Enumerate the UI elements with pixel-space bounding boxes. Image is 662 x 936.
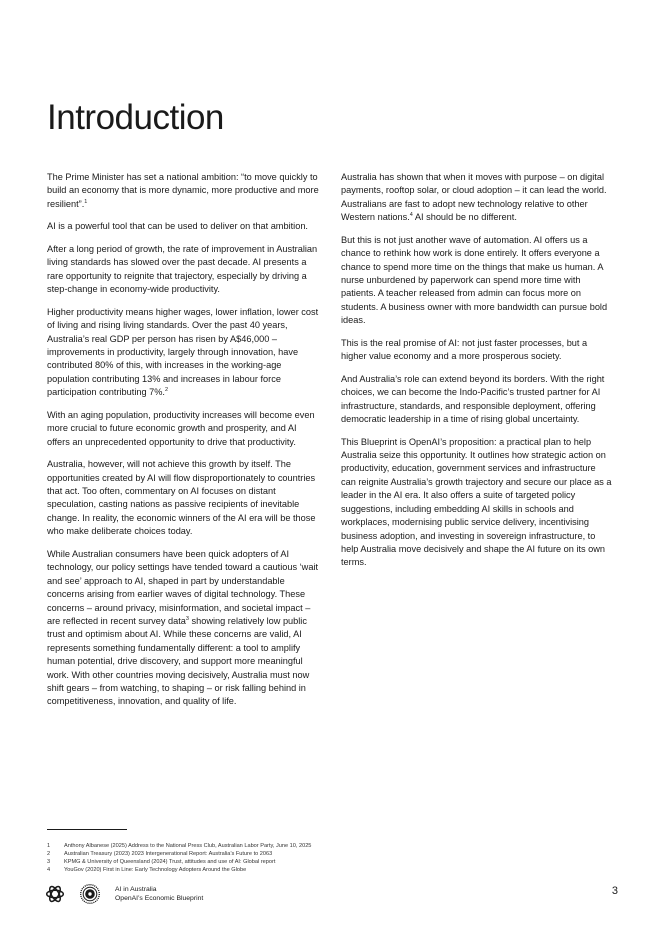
paragraph: The Prime Minister has set a national ambition: “to move quickly to build an economy that is more dynamic, more productive and more resilient”.$^1$ [47,172,319,209]
footnotes [47,842,447,874]
partner-seal-icon [80,884,100,904]
footnote: 1 Anthony Albanese (2025) Address to the National Press Club, Australian Labor Party, June 10, 2025 [47,843,312,849]
paragraph: But this is not just another wave of automation. AI offers us a chance to rethink how work is done entirely. It offers everyone a chance to spend more time on the things that make us human. A nurse unburdened by paperwork can spend more time with patients. A teacher released from admin can focus more on students. A business owner with more bandwidth can pursue bold ideas. [341,234,608,326]
left-column [47,171,319,718]
page-number: 3 [611,885,618,897]
paragraph: This is the real promise of AI: not just faster processes, but a higher value economy and a more prosperous society. [341,337,588,362]
footnote: 3 KPMG & University of Queensland (2024) Trust, attitudes and use of AI: Global report [47,859,276,865]
paragraph: AI is a powerful tool that can be used to deliver on that ambition. [47,221,308,232]
footnote-ref[interactable]: 3 [185,615,189,622]
openai-logo-icon [45,884,65,904]
footnote-divider [47,829,127,830]
page-title: Introduction [47,98,224,137]
footnote: 2 Australian Treasury (2023) 2023 Intergenerational Report: Australia’s Future to 2063 [47,851,273,857]
paragraph: While Australian consumers have been quick adopters of AI technology, our policy settings have tended toward a cautious ‘wait and see’ approach to AI, shaped in part by understandable concerns arising from earlier waves of digital technology. These concerns – around privacy, misinformation, and societal impact – are reflected in recent survey data$^3$ showing relatively low public trust and optimism about AI. While these concerns are valid, AI represents something fundamentally different: a tool to amplify human potential, drive discovery, and support more meaningful work. With other countries moving decisively, Australia must now shift gears – from watching, to shaping – or risk falling behind in competitiveness, innovation, and quality of life. [47,548,319,707]
right-column [341,171,613,579]
paragraph: This Blueprint is OpenAI’s proposition: a practical plan to help Australia seize this opportunity. It outlines how strategic action on productivity, education, government services and infrastructure can reignite Australia’s growth trajectory and secure our place as a leader in the AI era. It also offers a suite of targeted policy suggestions, including embedding AI skills in schools and workplaces, modernising public service delivery, incentivising business adoption, and investing in sovereign infrastructure, to help Australia move decisively and shape the AI future on its own terms. [341,436,612,568]
paragraph: After a long period of growth, the rate of improvement in Australian living standards has slowed over the past decade. AI presents a rare opportunity to reignite that trajectory, especially by driving a step-change in economy-wide productivity. [47,244,318,295]
footnote-ref[interactable]: 4 [409,212,413,219]
footer-doc-title: AI in Australia [115,886,157,893]
paragraph: And Australia’s role can extend beyond its borders. With the right choices, we can become the Indo-Pacific’s trusted partner for AI infrastructure, standards, and responsible deployment, offering democratic leadership in a time of rising global uncertainty. [341,373,605,425]
paragraph: Higher productivity means higher wages, lower inflation, lower cost of living and rising living standards. Over the past 40 years, Australia’s real GDP per person has risen by A$46,000 – improvements in productivity, largely through innovation, have contributed 80% of this, with increases in the working-age population contributing 13% and increases in labour force participation contributing 7%.$^2$ [47,306,319,398]
footnote: 4 YouGov (2020) First in Line: Early Technology Adopters Around the Globe [47,867,247,873]
footnote-ref[interactable]: 1 [84,198,88,205]
paragraph: Australia has shown that when it moves with purpose – on digital payments, rooftop solar, or cloud adoption – it can lead the world. Australians are fast to adopt new technology relative to other Western nations.$^4$ AI should be no different. [341,172,607,223]
paragraph: With an aging population, productivity increases will become even more crucial to future economic growth and prosperity, and AI offers an unprecedented opportunity to drive that productivity. [47,409,315,447]
footnote-ref[interactable]: 2 [164,387,169,394]
footer-doc-subtitle: OpenAI’s Economic Blueprint [115,895,204,902]
paragraph: Australia, however, will not achieve this growth by itself. The opportunities created by AI will flow disproportionately to countries that act. Too often, commentary on AI focuses on distant speculation, casting nations as passive recipients of inevitable change. In reality, the economic winners of the AI era will be those who make deliberate choices today. [47,459,316,537]
